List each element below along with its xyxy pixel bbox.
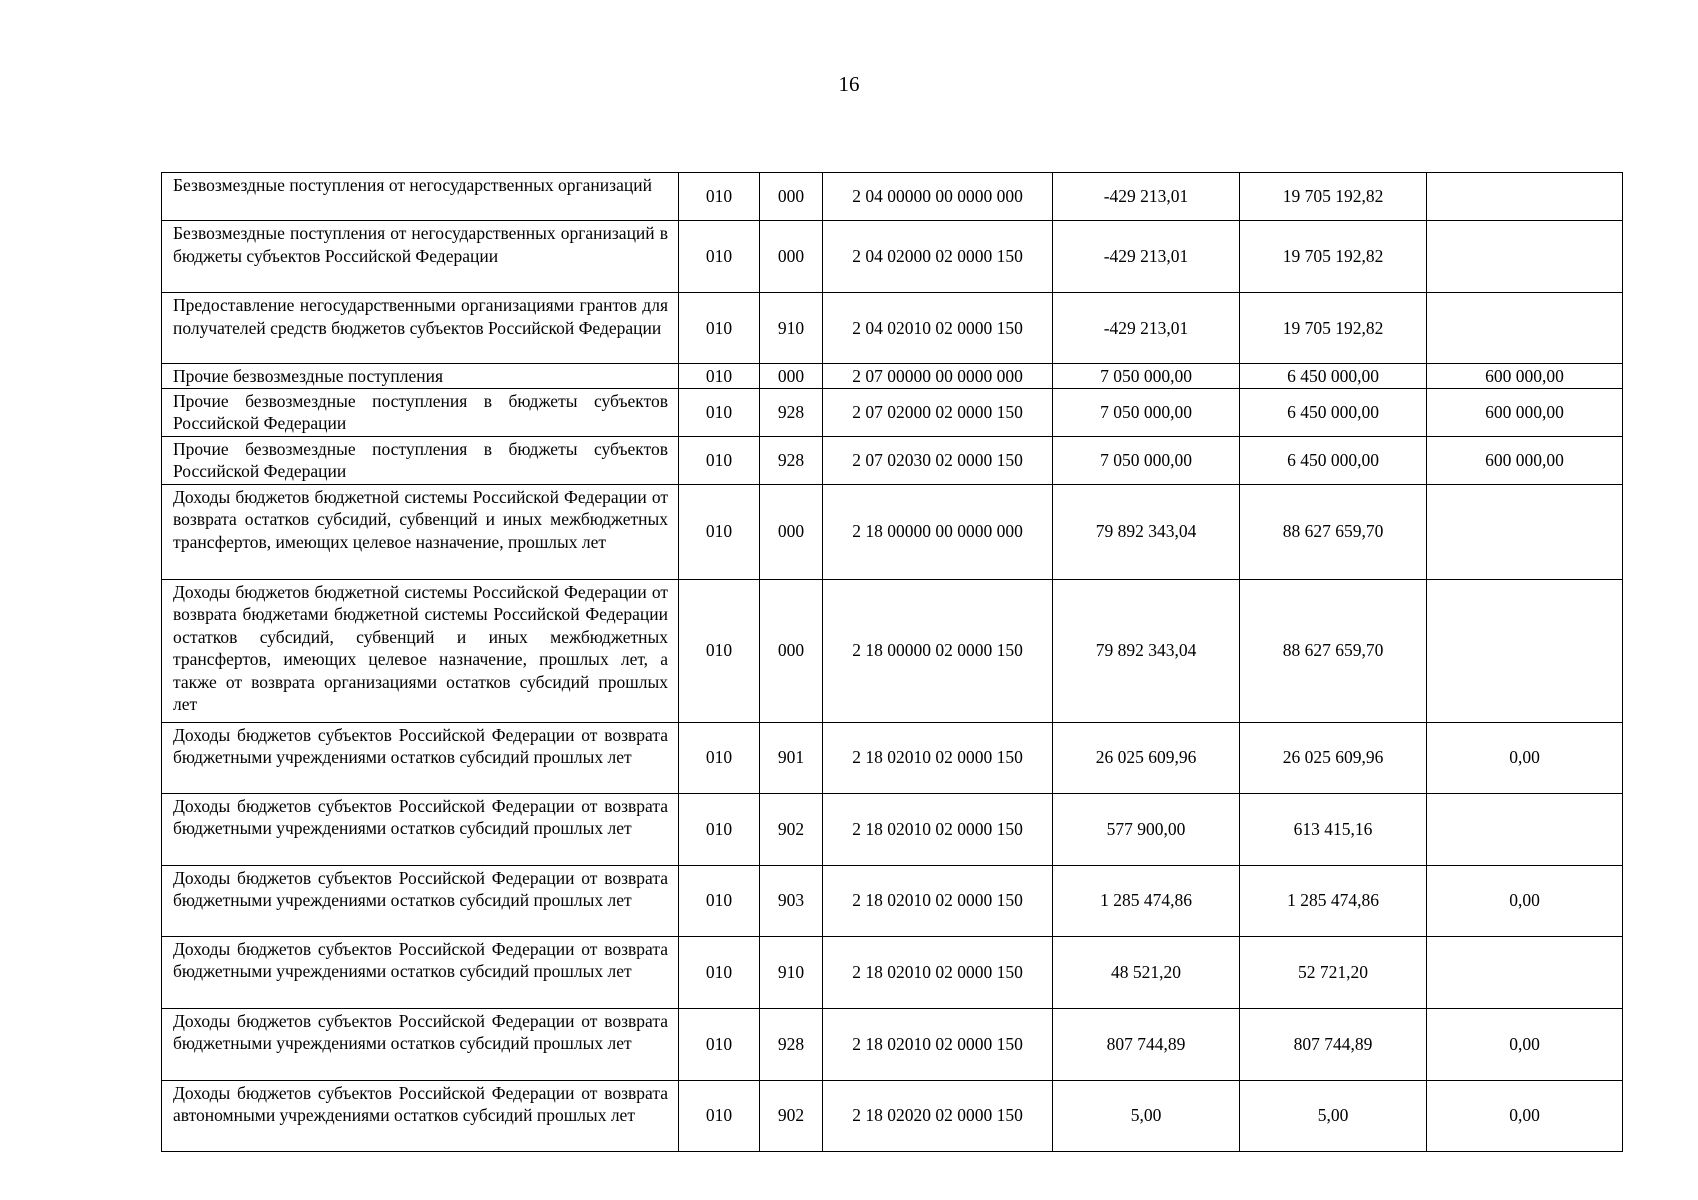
budget-classification-code-cell: 2 18 02010 02 0000 150 — [823, 1008, 1053, 1080]
table-row — [162, 388, 1623, 436]
budget-classification-code-cell: 2 18 00000 02 0000 150 — [823, 579, 1053, 722]
table-row — [162, 173, 1623, 221]
table-row — [162, 936, 1623, 1008]
revenue-name-cell: Предоставление негосударственными организациями грантов для получателей средств бюджетов субъектов Российской Федерации — [162, 293, 679, 364]
table-row — [162, 364, 1623, 389]
revenue-name-cell: Доходы бюджетов субъектов Российской Федерации от возврата бюджетными учреждениями остатков субсидий прошлых лет — [162, 936, 679, 1008]
table-row — [162, 865, 1623, 936]
budget-classification-code-cell: 2 18 02010 02 0000 150 — [823, 793, 1053, 865]
revenue-name-cell: Доходы бюджетов субъектов Российской Федерации от возврата бюджетными учреждениями остатков субсидий прошлых лет — [162, 722, 679, 793]
admin-code-cell: 928 — [760, 1008, 823, 1080]
table-row — [162, 1008, 1623, 1080]
amount-cell-2: 88 627 659,70 — [1240, 484, 1427, 579]
budget-classification-code-cell: 2 07 02000 02 0000 150 — [823, 388, 1053, 436]
amount-cell-2: 6 450 000,00 — [1240, 388, 1427, 436]
amount-cell-2: 613 415,16 — [1240, 793, 1427, 865]
amount-cell-2: 6 450 000,00 — [1240, 436, 1427, 484]
admin-code-cell: 910 — [760, 936, 823, 1008]
amount-cell-3 — [1427, 936, 1623, 1008]
amount-cell-1: 7 050 000,00 — [1053, 436, 1240, 484]
budget-classification-code-cell: 2 18 02010 02 0000 150 — [823, 865, 1053, 936]
code-cell-1: 010 — [679, 484, 760, 579]
admin-code-cell: 928 — [760, 388, 823, 436]
amount-cell-3 — [1427, 579, 1623, 722]
amount-cell-3 — [1427, 793, 1623, 865]
admin-code-cell: 000 — [760, 579, 823, 722]
budget-classification-code-cell: 2 07 00000 00 0000 000 — [823, 364, 1053, 389]
table-row — [162, 1080, 1623, 1151]
revenue-name-cell: Прочие безвозмездные поступления в бюджеты субъектов Российской Федерации — [162, 436, 679, 484]
revenue-table — [161, 172, 1623, 1152]
amount-cell-3 — [1427, 484, 1623, 579]
admin-code-cell: 903 — [760, 865, 823, 936]
code-cell-1: 010 — [679, 364, 760, 389]
amount-cell-3 — [1427, 221, 1623, 293]
admin-code-cell: 901 — [760, 722, 823, 793]
code-cell-1: 010 — [679, 793, 760, 865]
revenue-name-cell: Безвозмездные поступления от негосударственных организаций в бюджеты субъектов Российской Федерации — [162, 221, 679, 293]
table-row — [162, 722, 1623, 793]
amount-cell-2: 5,00 — [1240, 1080, 1427, 1151]
budget-classification-code-cell: 2 04 02000 02 0000 150 — [823, 221, 1053, 293]
code-cell-1: 010 — [679, 221, 760, 293]
amount-cell-2: 19 705 192,82 — [1240, 173, 1427, 221]
code-cell-1: 010 — [679, 388, 760, 436]
revenue-name-cell: Доходы бюджетов субъектов Российской Федерации от возврата бюджетными учреждениями остатков субсидий прошлых лет — [162, 793, 679, 865]
amount-cell-1: -429 213,01 — [1053, 293, 1240, 364]
amount-cell-3: 600 000,00 — [1427, 364, 1623, 389]
amount-cell-2: 1 285 474,86 — [1240, 865, 1427, 936]
admin-code-cell: 902 — [760, 1080, 823, 1151]
table-row — [162, 579, 1623, 722]
amount-cell-2: 6 450 000,00 — [1240, 364, 1427, 389]
admin-code-cell: 902 — [760, 793, 823, 865]
admin-code-cell: 000 — [760, 221, 823, 293]
budget-classification-code-cell: 2 04 00000 00 0000 000 — [823, 173, 1053, 221]
amount-cell-1: 79 892 343,04 — [1053, 579, 1240, 722]
code-cell-1: 010 — [679, 1080, 760, 1151]
code-cell-1: 010 — [679, 1008, 760, 1080]
table-row — [162, 293, 1623, 364]
amount-cell-3 — [1427, 293, 1623, 364]
revenue-name-cell: Доходы бюджетов бюджетной системы Российской Федерации от возврата остатков субсидий, субвенций и иных межбюджетных трансфертов, имеющих целевое назначение, прошлых лет — [162, 484, 679, 579]
admin-code-cell: 000 — [760, 484, 823, 579]
budget-classification-code-cell: 2 07 02030 02 0000 150 — [823, 436, 1053, 484]
revenue-name-cell: Прочие безвозмездные поступления — [162, 364, 679, 389]
amount-cell-1: 7 050 000,00 — [1053, 364, 1240, 389]
code-cell-1: 010 — [679, 579, 760, 722]
amount-cell-3: 0,00 — [1427, 1080, 1623, 1151]
budget-classification-code-cell: 2 18 00000 00 0000 000 — [823, 484, 1053, 579]
admin-code-cell: 000 — [760, 173, 823, 221]
amount-cell-2: 26 025 609,96 — [1240, 722, 1427, 793]
table-row — [162, 484, 1623, 579]
code-cell-1: 010 — [679, 722, 760, 793]
amount-cell-3 — [1427, 173, 1623, 221]
table-row — [162, 793, 1623, 865]
budget-classification-code-cell: 2 18 02020 02 0000 150 — [823, 1080, 1053, 1151]
page-number: 16 — [838, 72, 860, 96]
amount-cell-3: 0,00 — [1427, 865, 1623, 936]
amount-cell-1: -429 213,01 — [1053, 173, 1240, 221]
revenue-name-cell: Доходы бюджетов субъектов Российской Федерации от возврата автономными учреждениями остатков субсидий прошлых лет — [162, 1080, 679, 1151]
amount-cell-1: 7 050 000,00 — [1053, 388, 1240, 436]
revenue-name-cell: Доходы бюджетов бюджетной системы Российской Федерации от возврата бюджетами бюджетной системы Российской Федерации остатков субсидий, субвенций и иных межбюджетных трансфертов, имеющих целевое назначение, прошлых лет, а также от возврата организациями остатков субсидий прошлых лет — [162, 579, 679, 722]
amount-cell-3: 600 000,00 — [1427, 388, 1623, 436]
revenue-name-cell: Доходы бюджетов субъектов Российской Федерации от возврата бюджетными учреждениями остатков субсидий прошлых лет — [162, 865, 679, 936]
amount-cell-3: 600 000,00 — [1427, 436, 1623, 484]
admin-code-cell: 928 — [760, 436, 823, 484]
amount-cell-1: 26 025 609,96 — [1053, 722, 1240, 793]
admin-code-cell: 910 — [760, 293, 823, 364]
revenue-name-cell: Безвозмездные поступления от негосударственных организаций — [162, 173, 679, 221]
amount-cell-1: 1 285 474,86 — [1053, 865, 1240, 936]
amount-cell-1: 807 744,89 — [1053, 1008, 1240, 1080]
amount-cell-3: 0,00 — [1427, 1008, 1623, 1080]
table-body — [162, 173, 1623, 1152]
revenue-name-cell: Прочие безвозмездные поступления в бюджеты субъектов Российской Федерации — [162, 388, 679, 436]
budget-classification-code-cell: 2 18 02010 02 0000 150 — [823, 936, 1053, 1008]
amount-cell-2: 88 627 659,70 — [1240, 579, 1427, 722]
table-row — [162, 436, 1623, 484]
amount-cell-1: 5,00 — [1053, 1080, 1240, 1151]
amount-cell-2: 52 721,20 — [1240, 936, 1427, 1008]
admin-code-cell: 000 — [760, 364, 823, 389]
amount-cell-2: 19 705 192,82 — [1240, 221, 1427, 293]
amount-cell-1: 48 521,20 — [1053, 936, 1240, 1008]
budget-classification-code-cell: 2 18 02010 02 0000 150 — [823, 722, 1053, 793]
table-row — [162, 221, 1623, 293]
code-cell-1: 010 — [679, 865, 760, 936]
amount-cell-2: 19 705 192,82 — [1240, 293, 1427, 364]
amount-cell-3: 0,00 — [1427, 722, 1623, 793]
code-cell-1: 010 — [679, 173, 760, 221]
revenue-name-cell: Доходы бюджетов субъектов Российской Федерации от возврата бюджетными учреждениями остатков субсидий прошлых лет — [162, 1008, 679, 1080]
code-cell-1: 010 — [679, 436, 760, 484]
amount-cell-1: 577 900,00 — [1053, 793, 1240, 865]
amount-cell-2: 807 744,89 — [1240, 1008, 1427, 1080]
code-cell-1: 010 — [679, 936, 760, 1008]
amount-cell-1: 79 892 343,04 — [1053, 484, 1240, 579]
amount-cell-1: -429 213,01 — [1053, 221, 1240, 293]
budget-classification-code-cell: 2 04 02010 02 0000 150 — [823, 293, 1053, 364]
code-cell-1: 010 — [679, 293, 760, 364]
